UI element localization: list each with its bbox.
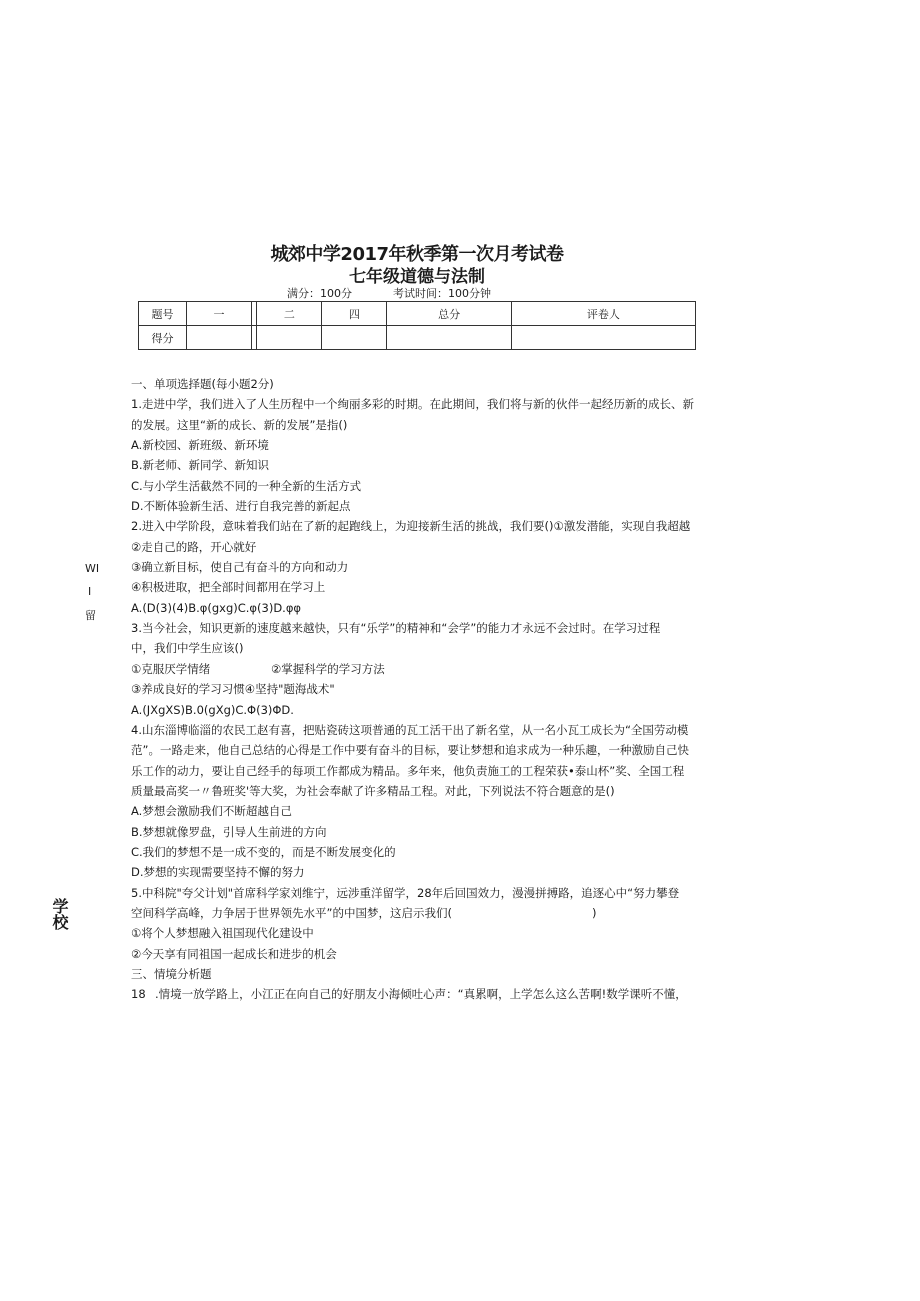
question-text: 5.中科院"夸父计划"首席科学家刘维宁，远涉重洋留学，28年后回国效力，漫漫拼搏路，追逐心中“努力攀登 — [131, 885, 680, 900]
question-text — [131, 659, 711, 679]
answer-option: D.不断体验新生活、进行自我完善的新起点 — [131, 499, 351, 514]
score-cell[interactable] — [387, 326, 512, 350]
answer-option: A.新校园、新班级、新环境 — [131, 438, 269, 453]
school-label: 学校 — [50, 898, 69, 930]
answer-option: A.(D(3)(4)B.φ(gxg)C.φ(3)D.φφ — [131, 600, 301, 615]
question-text-part: .情境一放学路上，小江正在向自己的好朋友小海倾吐心声：“真累啊，上学怎么这么苦啊!数学课听不懂， — [155, 987, 687, 1002]
question-text: 4.山东淄博临淄的农民工赵有喜，把贴瓷砖这项普通的瓦工活干出了新名堂，从一名小瓦工成长为“全国劳动模 — [131, 722, 689, 737]
table-cell: 题号 — [139, 302, 187, 326]
score-cell[interactable] — [257, 326, 322, 350]
question-number: 18 — [131, 987, 146, 1002]
question-text-part: 空间科学高峰，力争居于世界领先水平”的中国梦，这启示我们( — [131, 905, 452, 920]
question-text: 的发展。这里“新的成长、新的发展”是指() — [131, 417, 348, 432]
question-text: 范”。一路走来，他自己总结的心得是工作中要有奋斗的目标，要让梦想和追求成为一种乐趣，一种激励自己快 — [131, 743, 689, 758]
score-table-score-row — [139, 326, 696, 350]
statement-1: ①克服厌学情绪 — [131, 661, 211, 676]
question-text: 乐工作的动力，要让自己经手的每项工作都成为精品。多年来，他负责施工的工程荣获•泰山杯”奖、全国工程 — [131, 763, 685, 778]
score-table-header-row — [139, 302, 696, 326]
table-cell: 总分 — [387, 302, 512, 326]
exam-content — [131, 374, 711, 1005]
statement-2: ②掌握科学的学习方法 — [271, 661, 385, 676]
question-text: ④积极进取，把全部时间都用在学习上 — [131, 580, 326, 595]
section-heading: 一、单项选择题(每小题2分) — [131, 377, 274, 391]
question-text: 质量最高奖一〃鲁班奖'等大奖，为社会奉献了许多精品工程。对此，下列说法不符合题意的是() — [131, 783, 615, 798]
answer-option: C.与小学生活截然不同的一种全新的生活方式 — [131, 478, 362, 493]
answer-option: B.新老师、新同学、新知识 — [131, 458, 270, 473]
exam-time: 考试时间：100分钟 — [393, 287, 491, 300]
answer-option: A.(JXgXS)B.0(gXg)C.Φ(3)ΦD. — [131, 702, 294, 717]
question-text: ②今天享有同祖国一起成长和进步的机会 — [131, 946, 337, 961]
score-cell[interactable] — [511, 326, 695, 350]
score-cell[interactable] — [322, 326, 387, 350]
question-text: 中，我们中学生应该() — [131, 641, 244, 656]
table-cell: 一 — [187, 302, 252, 326]
score-table — [138, 301, 696, 350]
question-text: 1.走进中学，我们进入了人生历程中一个绚丽多彩的时期。在此期间，我们将与新的伙伴一起经历新的成长、新 — [131, 397, 694, 412]
question-text: 2.进入中学阶段，意味着我们站在了新的起跑线上，为迎接新生活的挑战，我们要()①激发潜能，实现自我超越 — [131, 519, 691, 534]
question-text — [131, 903, 711, 923]
side-mark-liu: 留 — [85, 609, 96, 622]
question-text — [131, 984, 711, 1004]
answer-option: A.梦想会激励我们不断超越自己 — [131, 804, 292, 819]
exam-subtitle: 七年级道德与法制 — [349, 267, 485, 287]
question-text: ③确立新目标，使自己有奋斗的方向和动力 — [131, 560, 349, 575]
answer-option: D.梦想的实现需要坚持不懈的努力 — [131, 865, 305, 880]
table-cell: 得分 — [139, 326, 187, 350]
question-text: ③养成良好的学习习惯④坚持"题海战术" — [131, 682, 335, 697]
table-cell: 四 — [322, 302, 387, 326]
question-text: ②走自己的路，开心就好 — [131, 539, 257, 554]
section-heading: 三、情境分析题 — [131, 966, 212, 981]
exam-title: 城郊中学2017年秋季第一次月考试卷 — [270, 244, 564, 265]
score-cell[interactable] — [187, 326, 252, 350]
answer-option: C.我们的梦想不是一成不变的，而是不断发展变化的 — [131, 844, 396, 859]
question-text: 3.当今社会，知识更新的速度越来越快，只有“乐学”的精神和“会学”的能力才永远不会过时。在学习过程 — [131, 621, 661, 636]
answer-option: B.梦想就像罗盘，引导人生前进的方向 — [131, 824, 327, 839]
side-mark-i: I — [88, 585, 92, 598]
side-mark-wi: WI — [85, 562, 100, 575]
table-cell: 评卷人 — [511, 302, 695, 326]
closing-paren: ) — [591, 905, 597, 920]
table-cell: 二 — [257, 302, 322, 326]
full-score: 满分：100分 — [287, 287, 352, 300]
question-text: ①将个人梦想融入祖国现代化建设中 — [131, 926, 314, 941]
